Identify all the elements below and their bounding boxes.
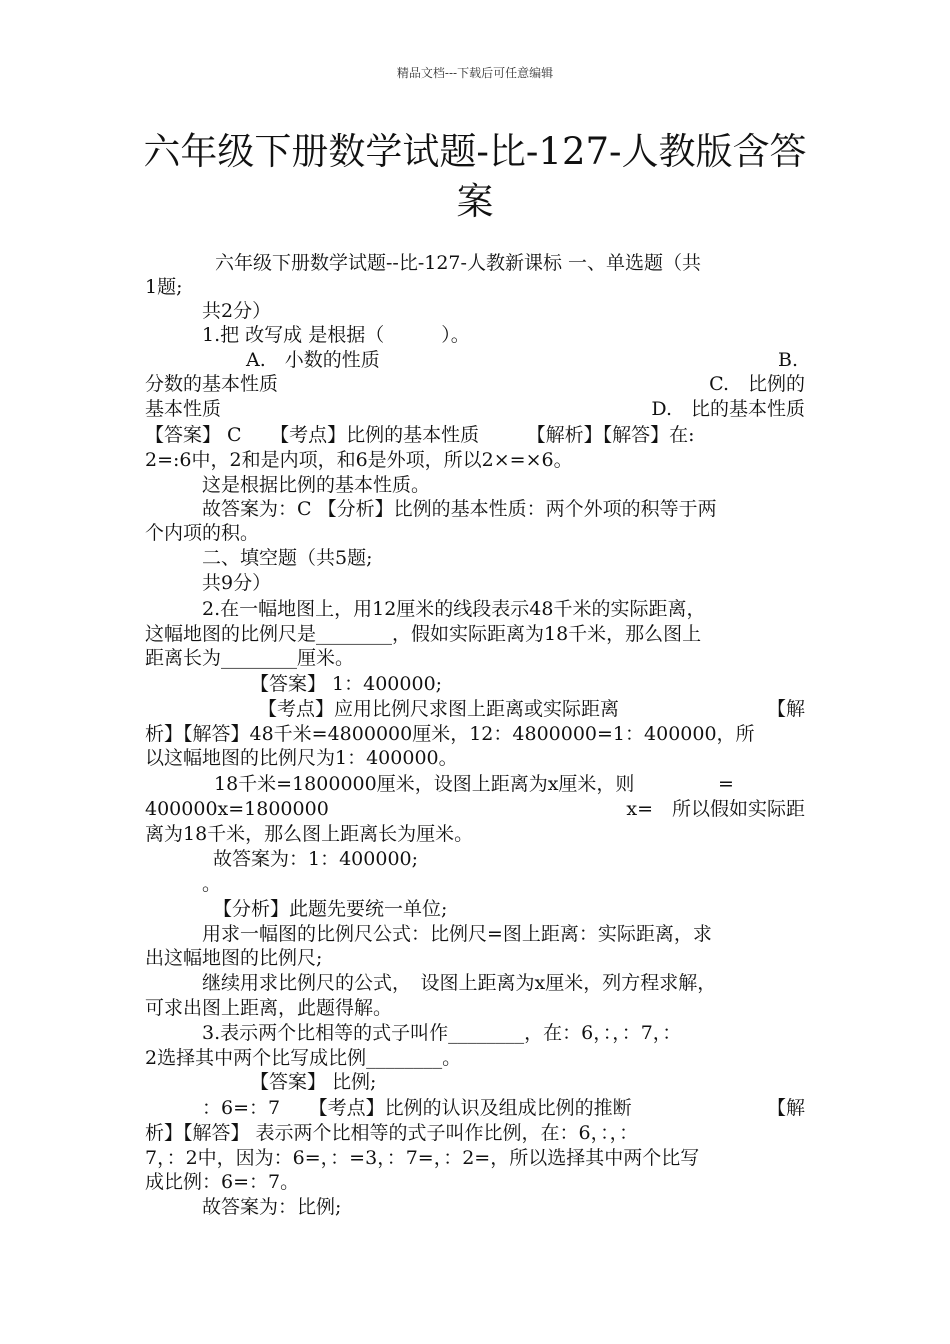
text-line: 六年级下册数学试题--比-127-人教新课标 一、单选题（共 <box>215 252 701 274</box>
text-line: 【考点】应用比例尺求图上距离或实际距离 <box>258 698 620 720</box>
text-line: 故答案为：比例; <box>202 1196 342 1218</box>
text-line: 400000x=1800000 <box>145 798 329 820</box>
text-line: 故答案为：C 【分析】比例的基本性质：两个外项的积等于两 <box>202 498 717 520</box>
text-line: = <box>718 773 734 795</box>
text-line: x= 所以假如实际距 <box>626 798 805 820</box>
text-line: 7，：2中，因为：6=，：=3，：7=，：2=，所以选择其中两个比写 <box>145 1147 700 1169</box>
text-line: 继续用求比例尺的公式， 设图上距离为x厘米，列方程求解， <box>202 972 717 994</box>
question-1-option-c-text: 基本性质 <box>145 398 222 420</box>
text-line: 【解 <box>766 1097 805 1119</box>
text-line: 2=:6中，2和是内项，和6是外项，所以2×=×6。 <box>145 449 573 471</box>
text-line: 这是根据比例的基本性质。 <box>202 474 431 496</box>
text-line: 以这幅地图的比例尺为1：400000。 <box>145 747 458 769</box>
answer-line: 【答案】 C 【考点】比例的基本性质 【解析】【解答】在: <box>145 424 695 446</box>
answer-line: 【答案】 比例; <box>250 1071 377 1093</box>
header-note: 精品文档---下载后可任意编辑 <box>396 66 554 80</box>
text-line: 出这幅地图的比例尺; <box>145 947 323 969</box>
text-line: ：6=：7 【考点】比例的认识及组成比例的推断 <box>202 1097 632 1119</box>
question-3-stem: 3.表示两个比相等的式子叫作________，在：6，：，：7，： <box>202 1022 682 1044</box>
text-line: 这幅地图的比例尺是________，假如实际距离为18千米，那么图上 <box>145 623 702 645</box>
text-line: 故答案为：1：400000; <box>213 848 419 870</box>
answer-line: 【答案】 1：400000; <box>250 673 443 695</box>
section-heading: 二、填空题（共5题; <box>202 547 373 569</box>
question-1-option-d: D. 比的基本性质 <box>651 398 805 420</box>
text-line: 2选择其中两个比写成比例________。 <box>145 1047 462 1069</box>
text-line: 【分析】此题先要统一单位; <box>213 898 448 920</box>
text-line: 个内项的积。 <box>145 522 260 544</box>
text-line: 析】【解答】48千米=4800000厘米，12：4800000=1：400000，所 <box>145 723 755 745</box>
question-1-option-c: C. 比例的 <box>709 373 805 395</box>
question-1-stem: 1.把 改写成 是根据（ ）。 <box>202 324 470 346</box>
text-line: 。 <box>202 873 222 895</box>
text-line: 共2分） <box>202 300 272 322</box>
question-2-stem: 2.在一幅地图上，用12厘米的线段表示48千米的实际距离， <box>202 598 706 620</box>
document-title-line-1: 六年级下册数学试题-比-127-人教版含答 <box>143 130 807 173</box>
question-1-option-b-letter: B. <box>777 349 798 371</box>
text-line: 成比例：6=：7。 <box>145 1171 300 1193</box>
text-line: 距离长为________厘米。 <box>145 647 355 669</box>
text-line: 离为18千米，那么图上距离长为厘米。 <box>145 823 474 845</box>
text-line: 可求出图上距离，此题得解。 <box>145 997 393 1019</box>
question-1-option-b-text: 分数的基本性质 <box>145 373 279 395</box>
text-line: 共9分） <box>202 572 272 594</box>
text-line: 析】【解答】 表示两个比相等的式子叫作比例，在：6，：，： <box>145 1122 639 1144</box>
text-line: 【解 <box>766 698 805 720</box>
text-line: 18千米=1800000厘米，设图上距离为x厘米，则 <box>214 773 635 795</box>
question-1-option-a: A. 小数的性质 <box>246 349 380 371</box>
document-title-line-2: 案 <box>456 180 494 223</box>
text-line: 1题; <box>145 276 183 298</box>
text-line: 用求一幅图的比例尺公式：比例尺=图上距离：实际距离，求 <box>202 923 712 945</box>
